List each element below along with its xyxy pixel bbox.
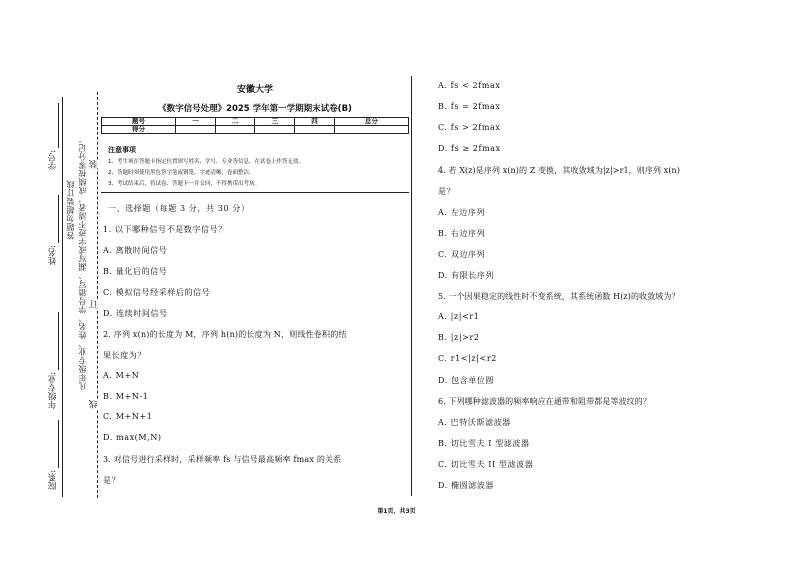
- score-header-cell: 总分: [334, 118, 408, 126]
- option-line: D. 连续时间信号: [103, 309, 168, 318]
- option-line: A. fs < 2fmax: [438, 81, 501, 90]
- notice-item: 1、考生须在答题卡指定位置填写姓名、学号、专业等信息，在试卷上作答无效。: [108, 159, 305, 165]
- score-cell: [295, 126, 335, 134]
- section-heading: 一、选择题（每题 3 分，共 30 分）: [108, 204, 250, 213]
- score-header-cell: 题号: [102, 118, 176, 126]
- college-blank: [58, 420, 59, 468]
- option-line: A. M+N: [103, 371, 140, 380]
- seal-char-3: 线: [89, 400, 99, 409]
- name-blank: [58, 195, 59, 243]
- option-line: A. 巴特沃斯滤波器: [438, 418, 511, 427]
- option-line: C. M+N+1: [103, 412, 153, 421]
- page-footer: 第1页，共3页: [377, 508, 416, 515]
- question-line: 5. 一个因果稳定的线性时不变系统，其系统函数 H(z)的收敛域为？: [438, 292, 680, 301]
- score-header-cell: 一: [176, 118, 216, 126]
- score-table-score-row: [102, 126, 409, 134]
- question-line: 果长度为？: [103, 351, 146, 360]
- option-line: A. 左边序列: [438, 208, 486, 217]
- binding-rule-text: 凡年级专业、姓名、学号错写、漏写或字迹不清者，成绩按零分记。: [78, 135, 87, 390]
- binding-solid-line: [62, 97, 63, 497]
- notice-divider: [101, 192, 409, 193]
- option-line: B. 量化后的信号: [103, 267, 168, 276]
- university-name: 安徽大学: [236, 85, 273, 95]
- notice-item: 2、答题时须使用黑色签字笔或钢笔，字迹清晰，卷面整洁。: [108, 170, 255, 176]
- option-line: D. fs ≥ 2fmax: [438, 144, 501, 153]
- major-blank: [58, 312, 59, 370]
- option-line: C. r1<|z|<r2: [438, 354, 497, 363]
- college-label: 院系:: [48, 470, 58, 490]
- student-id-label: 学号:: [48, 150, 58, 170]
- seal-char-2: 订: [89, 300, 99, 309]
- option-line: C. 切比雪夫 II 型滤波器: [438, 460, 534, 469]
- score-cell: [176, 126, 216, 134]
- option-line: B. fs = 2fmax: [438, 102, 501, 111]
- student-id-blank: [58, 103, 59, 148]
- option-line: B. 切比雪夫 I 型滤波器: [438, 439, 530, 448]
- question-line: 4. 若 X(z)是序列 x(n)的 Z 变换，其收敛域为|z|>r1，则序列 x(n): [438, 166, 681, 175]
- option-line: D. max(M,N): [103, 433, 162, 442]
- question-line: 3. 对信号进行采样时，采样频率 fs 与信号最高频率 fmax 的关系: [103, 455, 342, 464]
- option-line: D. 椭圆滤波器: [438, 481, 495, 490]
- score-table: [101, 117, 409, 134]
- column-divider: [411, 76, 412, 496]
- option-line: C. fs > 2fmax: [438, 123, 501, 132]
- score-table-header-row: [102, 118, 409, 126]
- option-line: A. |z|<r1: [438, 312, 480, 321]
- seal-char-1: 装: [89, 160, 99, 169]
- question-line: 6. 下列哪种滤波器的频率响应在通带和阻带都是等波纹的？: [438, 397, 651, 406]
- score-header-cell: 二: [215, 118, 255, 126]
- question-line: 1. 以下哪种信号不是数字信号？: [103, 225, 227, 234]
- question-line: 是？: [438, 187, 456, 196]
- question-line: 2. 序列 x(n)的长度为 M，序列 h(n)的长度为 N，则线性卷积的结: [103, 330, 347, 339]
- binding-warning: 答题勿超装订线: [66, 180, 75, 240]
- score-header-cell: 四: [295, 118, 335, 126]
- option-line: A. 离散时间信号: [103, 246, 168, 255]
- option-line: C. 双边序列: [438, 250, 486, 259]
- name-label: 姓名:: [48, 245, 58, 265]
- option-line: B. |z|>r2: [438, 333, 480, 342]
- option-line: C. 模拟信号经采样后的信号: [103, 288, 211, 297]
- score-cell: [334, 126, 408, 134]
- exam-title: 《数字信号处理》2025 学年第一学期期末试卷(B): [158, 104, 352, 114]
- major-label: 年级专业:: [48, 372, 58, 409]
- option-line: D. 包含单位圆: [438, 376, 495, 385]
- notice-title: 注意事项: [108, 146, 136, 154]
- notice-item: 3、考试结束后，将试卷、答题卡一并交回，不得携带出考场。: [108, 181, 261, 187]
- option-line: B. 右边序列: [438, 229, 486, 238]
- score-header-cell: 三: [255, 118, 295, 126]
- option-line: D. 有限长序列: [438, 271, 495, 280]
- binding-dashed-line: [97, 92, 98, 498]
- binding-margin: [0, 0, 100, 561]
- score-row-label: 得分: [102, 126, 176, 134]
- score-cell: [255, 126, 295, 134]
- question-line: 是？: [103, 476, 121, 485]
- score-cell: [215, 126, 255, 134]
- option-line: B. M+N-1: [103, 392, 149, 401]
